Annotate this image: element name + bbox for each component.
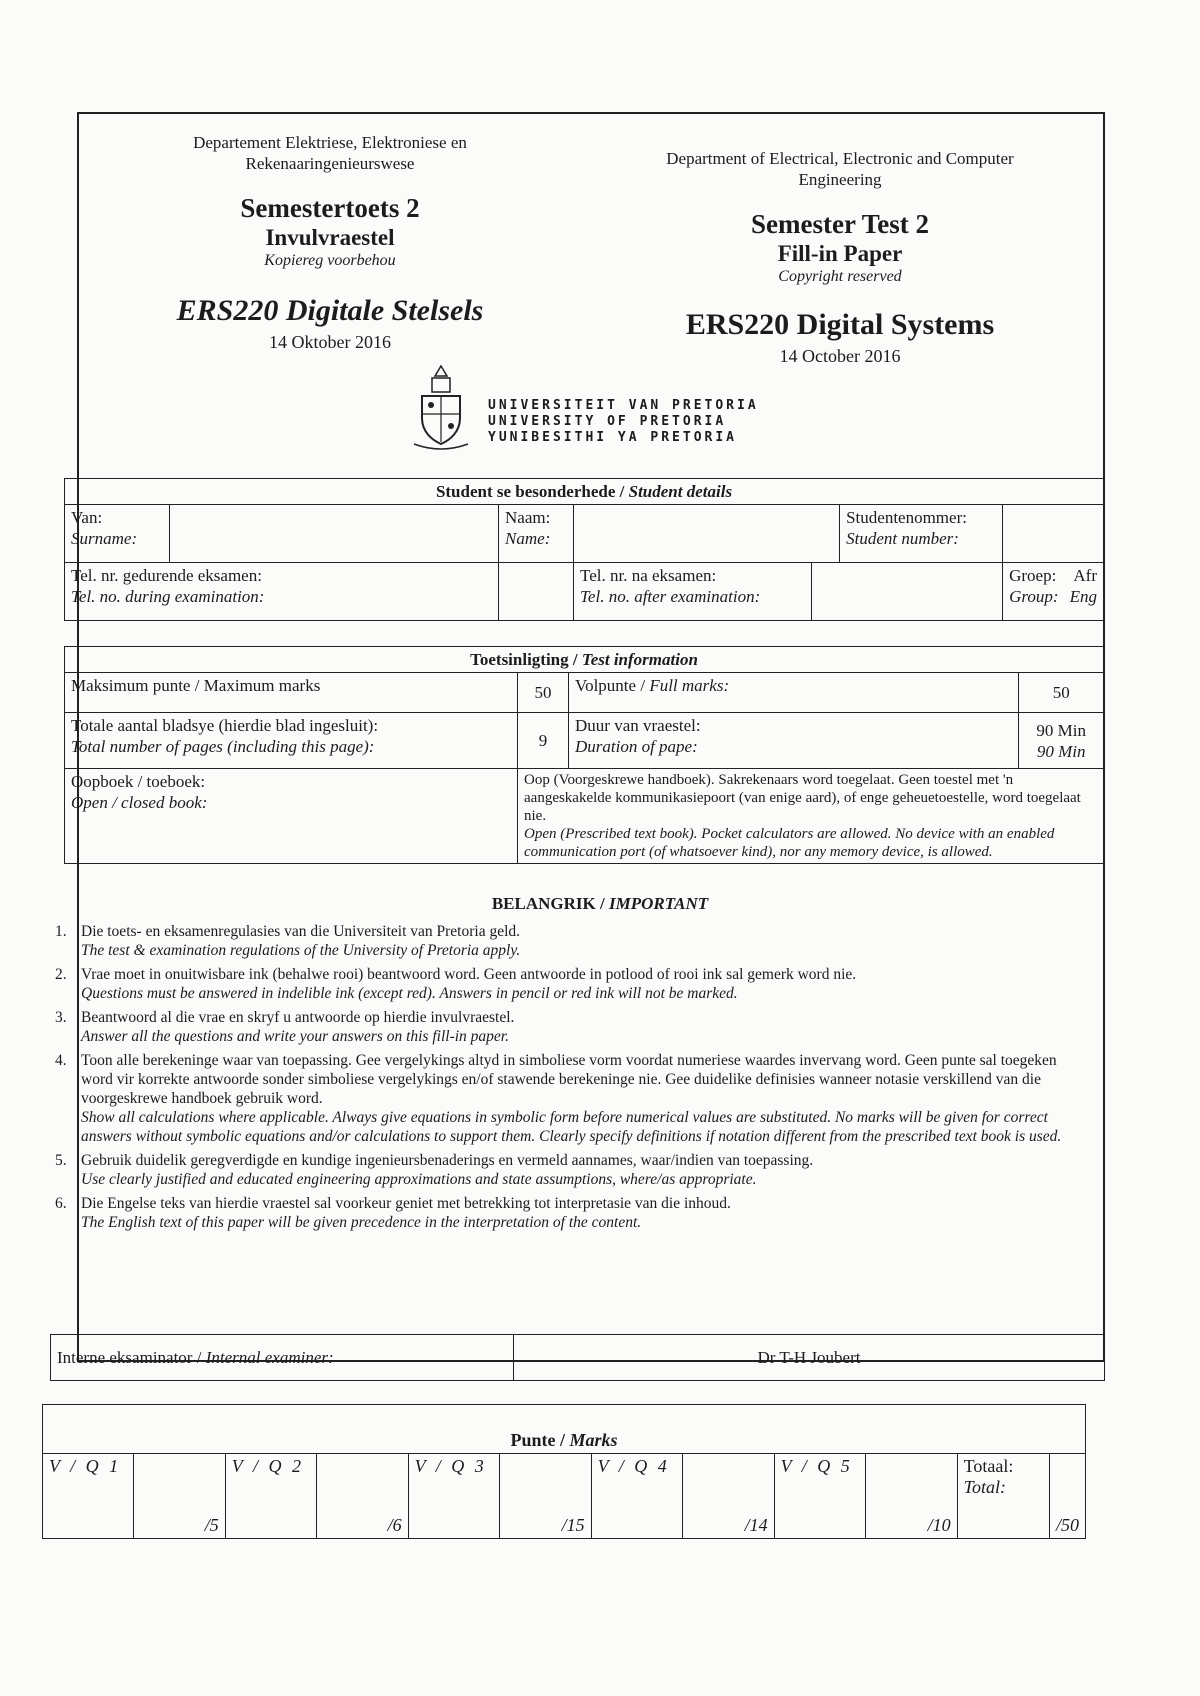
- q5-score-field[interactable]: /10: [866, 1454, 958, 1539]
- duration-value: 90 Min 90 Min: [1019, 713, 1104, 769]
- student-details-title: Student se besonderhede / Student details: [65, 479, 1104, 505]
- full-marks-value: 50: [1019, 673, 1104, 713]
- university-name-eng: UNIVERSITY OF PRETORIA: [488, 414, 727, 429]
- q3-label: V / Q 3: [408, 1454, 499, 1539]
- student-number-label: Studentenommer: Student number:: [840, 505, 1003, 563]
- max-marks-value: 50: [518, 673, 569, 713]
- student-details-table: [64, 478, 1104, 621]
- duration-label: Duur van vraestel: Duration of pape:: [569, 713, 1019, 769]
- q1-label: V / Q 1: [43, 1454, 134, 1539]
- list-item: 4. Toon alle berekeninge waar van toepassing. Gee vergelykings altyd in simboliese vorm voordat numeriese waardes invervang word. Geen punte sal toegeken word vir korrekte antwoorde sonder simboliese vergelykings en/of stawende berekeninge nie. Gee duidelike definisies wanneer notasie verskillend van die voorgeskrewe handboek gebruik word. Show all calculations where applicable. Always give equations in symbolic form before numerical values are substituted. No marks will be given for correct answers without symbolic equations and/or calculations to support them. Clearly specify definitions if notation different from the prescribed text book is used.: [55, 1052, 1062, 1145]
- date-afr: 14 Oktober 2016: [269, 332, 391, 352]
- q1-score-field[interactable]: /5: [134, 1454, 225, 1539]
- book-description: Oop (Voorgeskrewe handboek). Sakrekenaars word toegelaat. Geen toestel met 'n aangeskakelde kommunikasiepoort (van enige aard), of enge geheuetoestelle, word toegelaat nie. Open (Prescribed text book). Pocket calculators are allowed. No device with an enabled communication port (of whatsoever kind), nor any memory device, is allowed.: [518, 769, 1104, 864]
- important-title: BELANGRIK / IMPORTANT: [491, 894, 709, 913]
- examiner-name: Dr T-H Joubert: [514, 1335, 1105, 1381]
- q3-score-field[interactable]: /15: [500, 1454, 592, 1539]
- name-label: Naam: Name:: [499, 505, 574, 563]
- header-afr: [120, 132, 540, 353]
- important-list: [55, 922, 1085, 1237]
- q2-label: V / Q 2: [225, 1454, 316, 1539]
- q4-score-field[interactable]: /14: [683, 1454, 775, 1539]
- q4-label: V / Q 4: [591, 1454, 682, 1539]
- q5-label: V / Q 5: [774, 1454, 865, 1539]
- university-name-zulu: YUNIBESITHI YA PRETORIA: [488, 430, 738, 445]
- tel-after-label: Tel. nr. na eksamen: Tel. no. after examination:: [574, 563, 812, 621]
- test-info-title: Toetsinligting / Test information: [65, 647, 1104, 673]
- surname-field[interactable]: [170, 505, 499, 563]
- copyright-afr: Kopiereg voorbehou: [264, 252, 396, 269]
- tel-after-field[interactable]: [812, 563, 1003, 621]
- list-item: 3. Beantwoord al die vrae en skryf u antwoorde op hierdie invulvraestel. Answer all the questions and write your answers on this fill-in paper.: [55, 1009, 515, 1045]
- group-option-afr[interactable]: Afr: [1073, 566, 1097, 585]
- copyright-eng: Copyright reserved: [778, 268, 902, 285]
- course-title-afr: ERS220 Digitale Stelsels: [176, 294, 484, 327]
- list-item: 5. Gebruik duidelik geregverdigde en kundige ingenieursbenaderings en vermeld aannames, waar/indien van toepassing. Use clearly justified and educated engineering approximations and state assumptions, where/as appropriate.: [55, 1152, 814, 1188]
- list-item: 1. Die toets- en eksamenregulasies van die Universiteit van Pretoria geld. The test & examination regulations of the University of Pretoria apply.: [55, 923, 521, 959]
- tel-during-label: Tel. nr. gedurende eksamen: Tel. no. during examination:: [65, 563, 499, 621]
- max-marks-label: Maksimum punte / Maximum marks: [65, 673, 518, 713]
- full-marks-label: Volpunte / Full marks:: [569, 673, 1019, 713]
- group-cell[interactable]: Groep: Afr Group: Eng: [1003, 563, 1104, 621]
- marks-title: Punte / Marks: [43, 1405, 1086, 1454]
- name-field[interactable]: [574, 505, 840, 563]
- university-name-afr: UNIVERSITEIT VAN PRETORIA: [488, 398, 759, 413]
- header-eng: [610, 148, 1070, 367]
- pages-value: 9: [518, 713, 569, 769]
- date-eng: 14 October 2016: [779, 346, 901, 366]
- university-crest-icon: [410, 362, 472, 457]
- pages-label: Totale aantal bladsye (hierdie blad ingesluit): Total number of pages (including this page):: [65, 713, 518, 769]
- total-label: Totaal: Total:: [957, 1454, 1049, 1539]
- tel-during-field[interactable]: [499, 563, 574, 621]
- student-number-field[interactable]: [1003, 505, 1104, 563]
- surname-label: Van: Surname:: [65, 505, 170, 563]
- marks-table: [42, 1404, 1086, 1539]
- paper-type-afr: Invulvraestel: [265, 225, 395, 250]
- book-label: Oopboek / toeboek: Open / closed book:: [65, 769, 518, 864]
- test-title-eng: Semester Test 2: [751, 209, 929, 239]
- department-eng: Department of Electrical, Electronic and Computer Engineering: [666, 149, 1014, 189]
- university-name: [488, 398, 759, 446]
- list-item: 2. Vrae moet in onuitwisbare ink (behalwe rooi) beantwoord word. Geen antwoorde in potlood of rooi ink sal gemerk word nie. Questions must be answered in indelible ink (except red). Answers in pencil or red ink will not be marked.: [55, 966, 857, 1002]
- paper-type-eng: Fill-in Paper: [777, 241, 903, 266]
- list-item: 6. Die Engelse teks van hierdie vraestel sal voorkeur geniet met betrekking tot interpretasie van die inhoud. The English text of this paper will be given precedence in the interpretation of the content.: [55, 1195, 731, 1231]
- test-title-afr: Semestertoets 2: [240, 193, 420, 223]
- examiner-label: Interne eksaminator / Internal examiner:: [51, 1335, 514, 1381]
- course-title-eng: ERS220 Digital Systems: [685, 308, 995, 341]
- test-info-table: [64, 646, 1104, 864]
- q2-score-field[interactable]: /6: [317, 1454, 408, 1539]
- examiner-table: [50, 1334, 1105, 1381]
- total-score-field[interactable]: /50: [1049, 1454, 1085, 1539]
- group-option-eng[interactable]: Eng: [1069, 587, 1097, 606]
- department-afr: Departement Elektriese, Elektroniese en Rekenaaringenieurswese: [193, 133, 467, 173]
